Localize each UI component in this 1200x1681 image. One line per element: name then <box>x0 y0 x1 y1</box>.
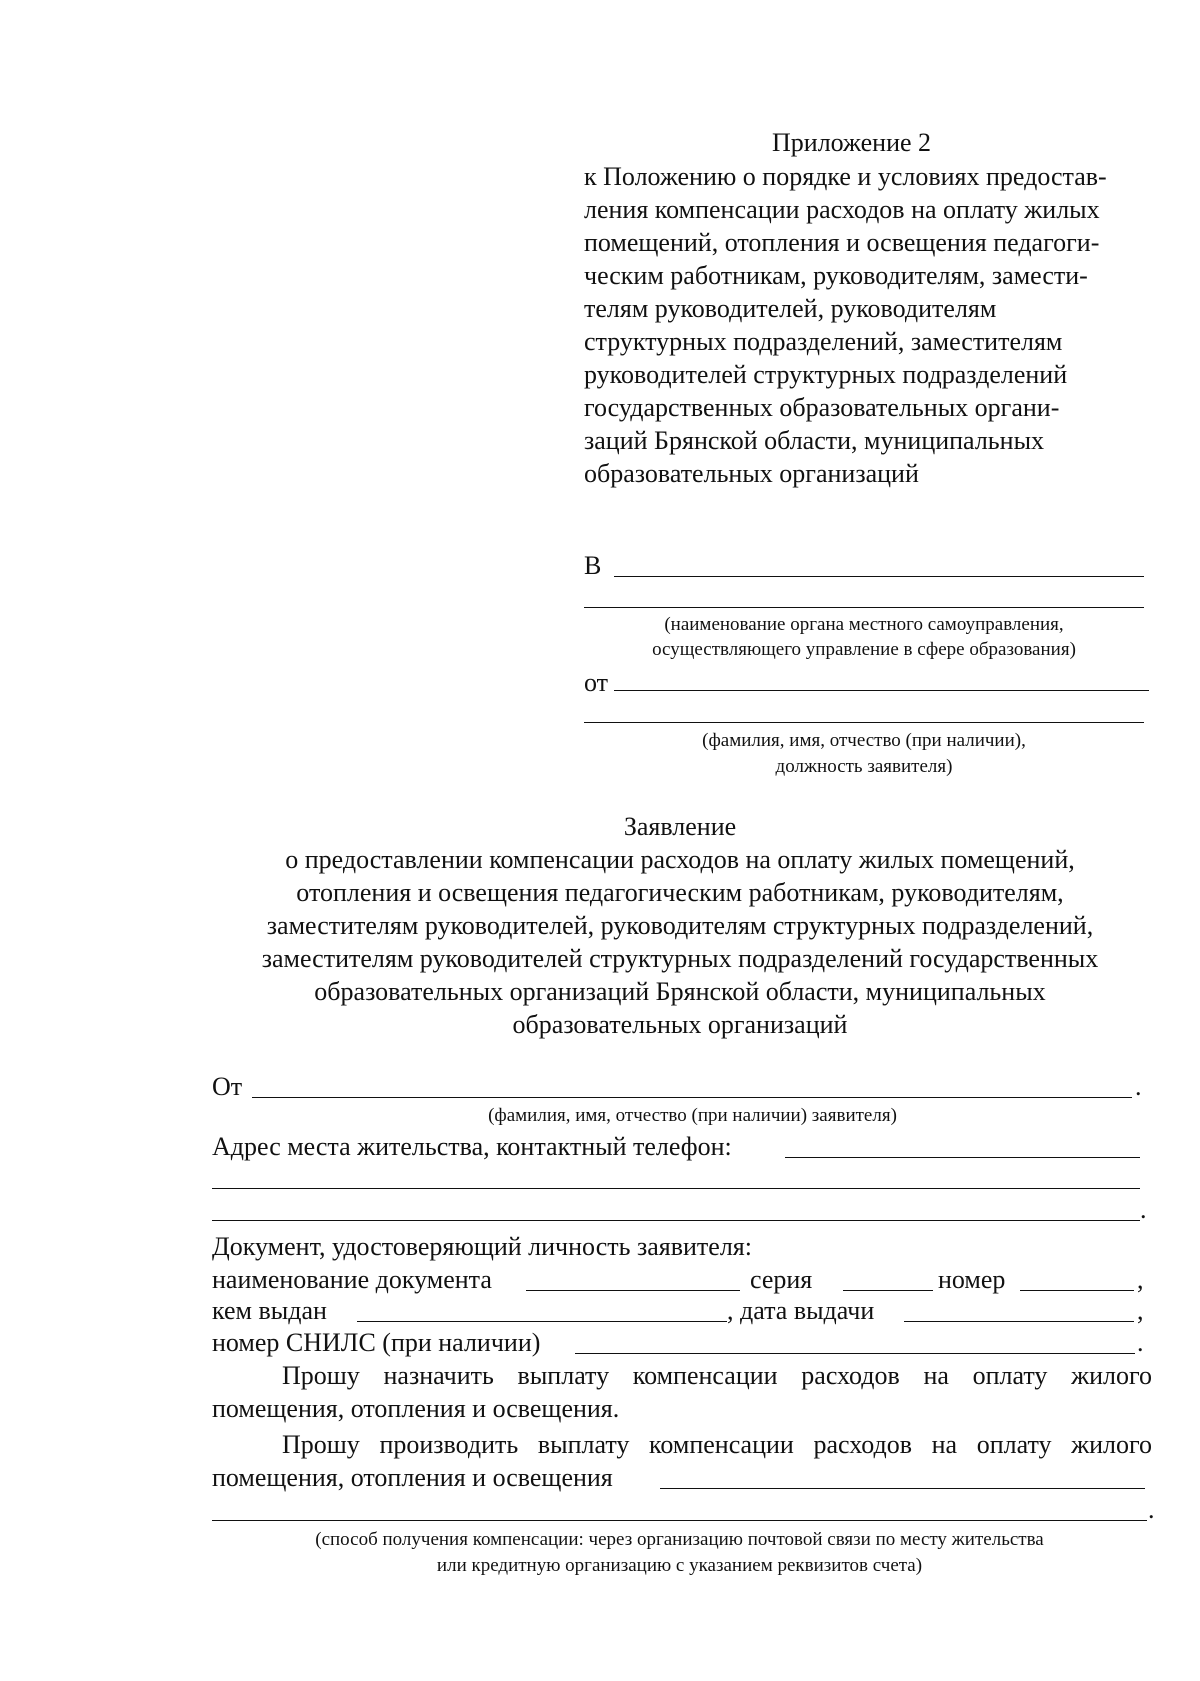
statement-line: заместителям руководителей, руководителям структурных подразделений, <box>266 911 1094 940</box>
appendix-line: руководителей структурных подразделений <box>584 360 1068 389</box>
applicant-name-caption: (фамилия, имя, отчество (при наличии) заявителя) <box>488 1105 897 1126</box>
period: . <box>1148 1495 1155 1524</box>
series-field[interactable] <box>843 1290 933 1291</box>
statement-line: образовательных организаций <box>512 1010 848 1039</box>
series-label: серия <box>750 1265 813 1294</box>
doc-name-label: наименование документа <box>212 1265 492 1294</box>
comma: , <box>1137 1265 1144 1294</box>
issue-date-label: , дата выдачи <box>727 1296 875 1325</box>
payment-method-caption: (способ получения компенсации: через организацию почтовой связи по месту жительства <box>315 1529 1044 1550</box>
appendix-line: телям руководителей, руководителям <box>584 294 997 323</box>
address-label: Адрес места жительства, контактный телефон: <box>212 1132 732 1161</box>
appendix-line: ления компенсации расходов на оплату жилых <box>584 195 1100 224</box>
issue-date-field[interactable] <box>904 1321 1134 1322</box>
address-field-line-3[interactable] <box>212 1220 1140 1221</box>
appendix-line: образовательных организаций <box>584 459 919 488</box>
doc-name-field[interactable] <box>526 1290 740 1291</box>
to-caption: (наименование органа местного самоуправления, <box>664 614 1064 635</box>
period: . <box>1137 1328 1144 1357</box>
period: . <box>1140 1195 1147 1224</box>
period: . <box>1135 1072 1142 1101</box>
appendix-line: заций Брянской области, муниципальных <box>584 426 1045 455</box>
to-caption: осуществляющего управление в сфере образования) <box>652 639 1076 660</box>
from-caption: (фамилия, имя, отчество (при наличии), <box>702 730 1026 751</box>
snils-label: номер СНИЛС (при наличии) <box>212 1328 541 1357</box>
request-1-line-2: помещения, отопления и освещения. <box>212 1394 620 1423</box>
issued-by-field[interactable] <box>357 1321 727 1322</box>
from-field-line-1[interactable] <box>614 690 1149 691</box>
payment-method-field-line-1[interactable] <box>660 1488 1145 1489</box>
address-field-line-1[interactable] <box>785 1157 1140 1158</box>
statement-line: заместителям руководителей структурных подразделений государственных <box>261 944 1099 973</box>
statement-line: о предоставлении компенсации расходов на оплату жилых помещений, <box>285 845 1075 874</box>
from-field-line-2[interactable] <box>584 722 1144 723</box>
statement-title: Заявление <box>623 812 737 841</box>
snils-field[interactable] <box>575 1353 1135 1354</box>
statement-line: образовательных организаций Брянской области, муниципальных <box>314 977 1046 1006</box>
to-label: В <box>584 551 602 580</box>
number-field[interactable] <box>1020 1290 1134 1291</box>
statement-line: отопления и освещения педагогическим работникам, руководителям, <box>296 878 1064 907</box>
issued-by-label: кем выдан <box>212 1296 327 1325</box>
from-label: от <box>584 668 609 697</box>
comma: , <box>1137 1296 1144 1325</box>
to-field-line-2[interactable] <box>584 607 1144 608</box>
applicant-name-field[interactable] <box>252 1097 1132 1098</box>
address-field-line-2[interactable] <box>212 1188 1140 1189</box>
request-2-line-2: помещения, отопления и освещения <box>212 1463 613 1492</box>
appendix-line: к Положению о порядке и условиях предостав- <box>584 162 1107 191</box>
appendix-line: помещений, отопления и освещения педагоги- <box>584 228 1100 257</box>
appendix-line: структурных подразделений, заместителям <box>584 327 1063 356</box>
payment-method-caption: или кредитную организацию с указанием реквизитов счета) <box>436 1555 923 1576</box>
appendix-line: государственных образовательных органи- <box>584 393 1060 422</box>
request-1-line-1: Прошу назначить выплату компенсации расходов на оплату жилого <box>282 1361 1152 1390</box>
to-field-line-1[interactable] <box>614 576 1144 577</box>
appendix-line: ческим работникам, руководителям, замести- <box>584 261 1088 290</box>
id-doc-label: Документ, удостоверяющий личность заявителя: <box>212 1232 752 1261</box>
request-2-line-1: Прошу производить выплату компенсации расходов на оплату жилого <box>282 1430 1152 1459</box>
payment-method-field-line-2[interactable] <box>212 1520 1147 1521</box>
appendix-title: Приложение 2 <box>772 128 932 157</box>
number-label: номер <box>938 1265 1006 1294</box>
applicant-from-label: От <box>212 1072 243 1101</box>
from-caption: должность заявителя) <box>775 756 953 777</box>
